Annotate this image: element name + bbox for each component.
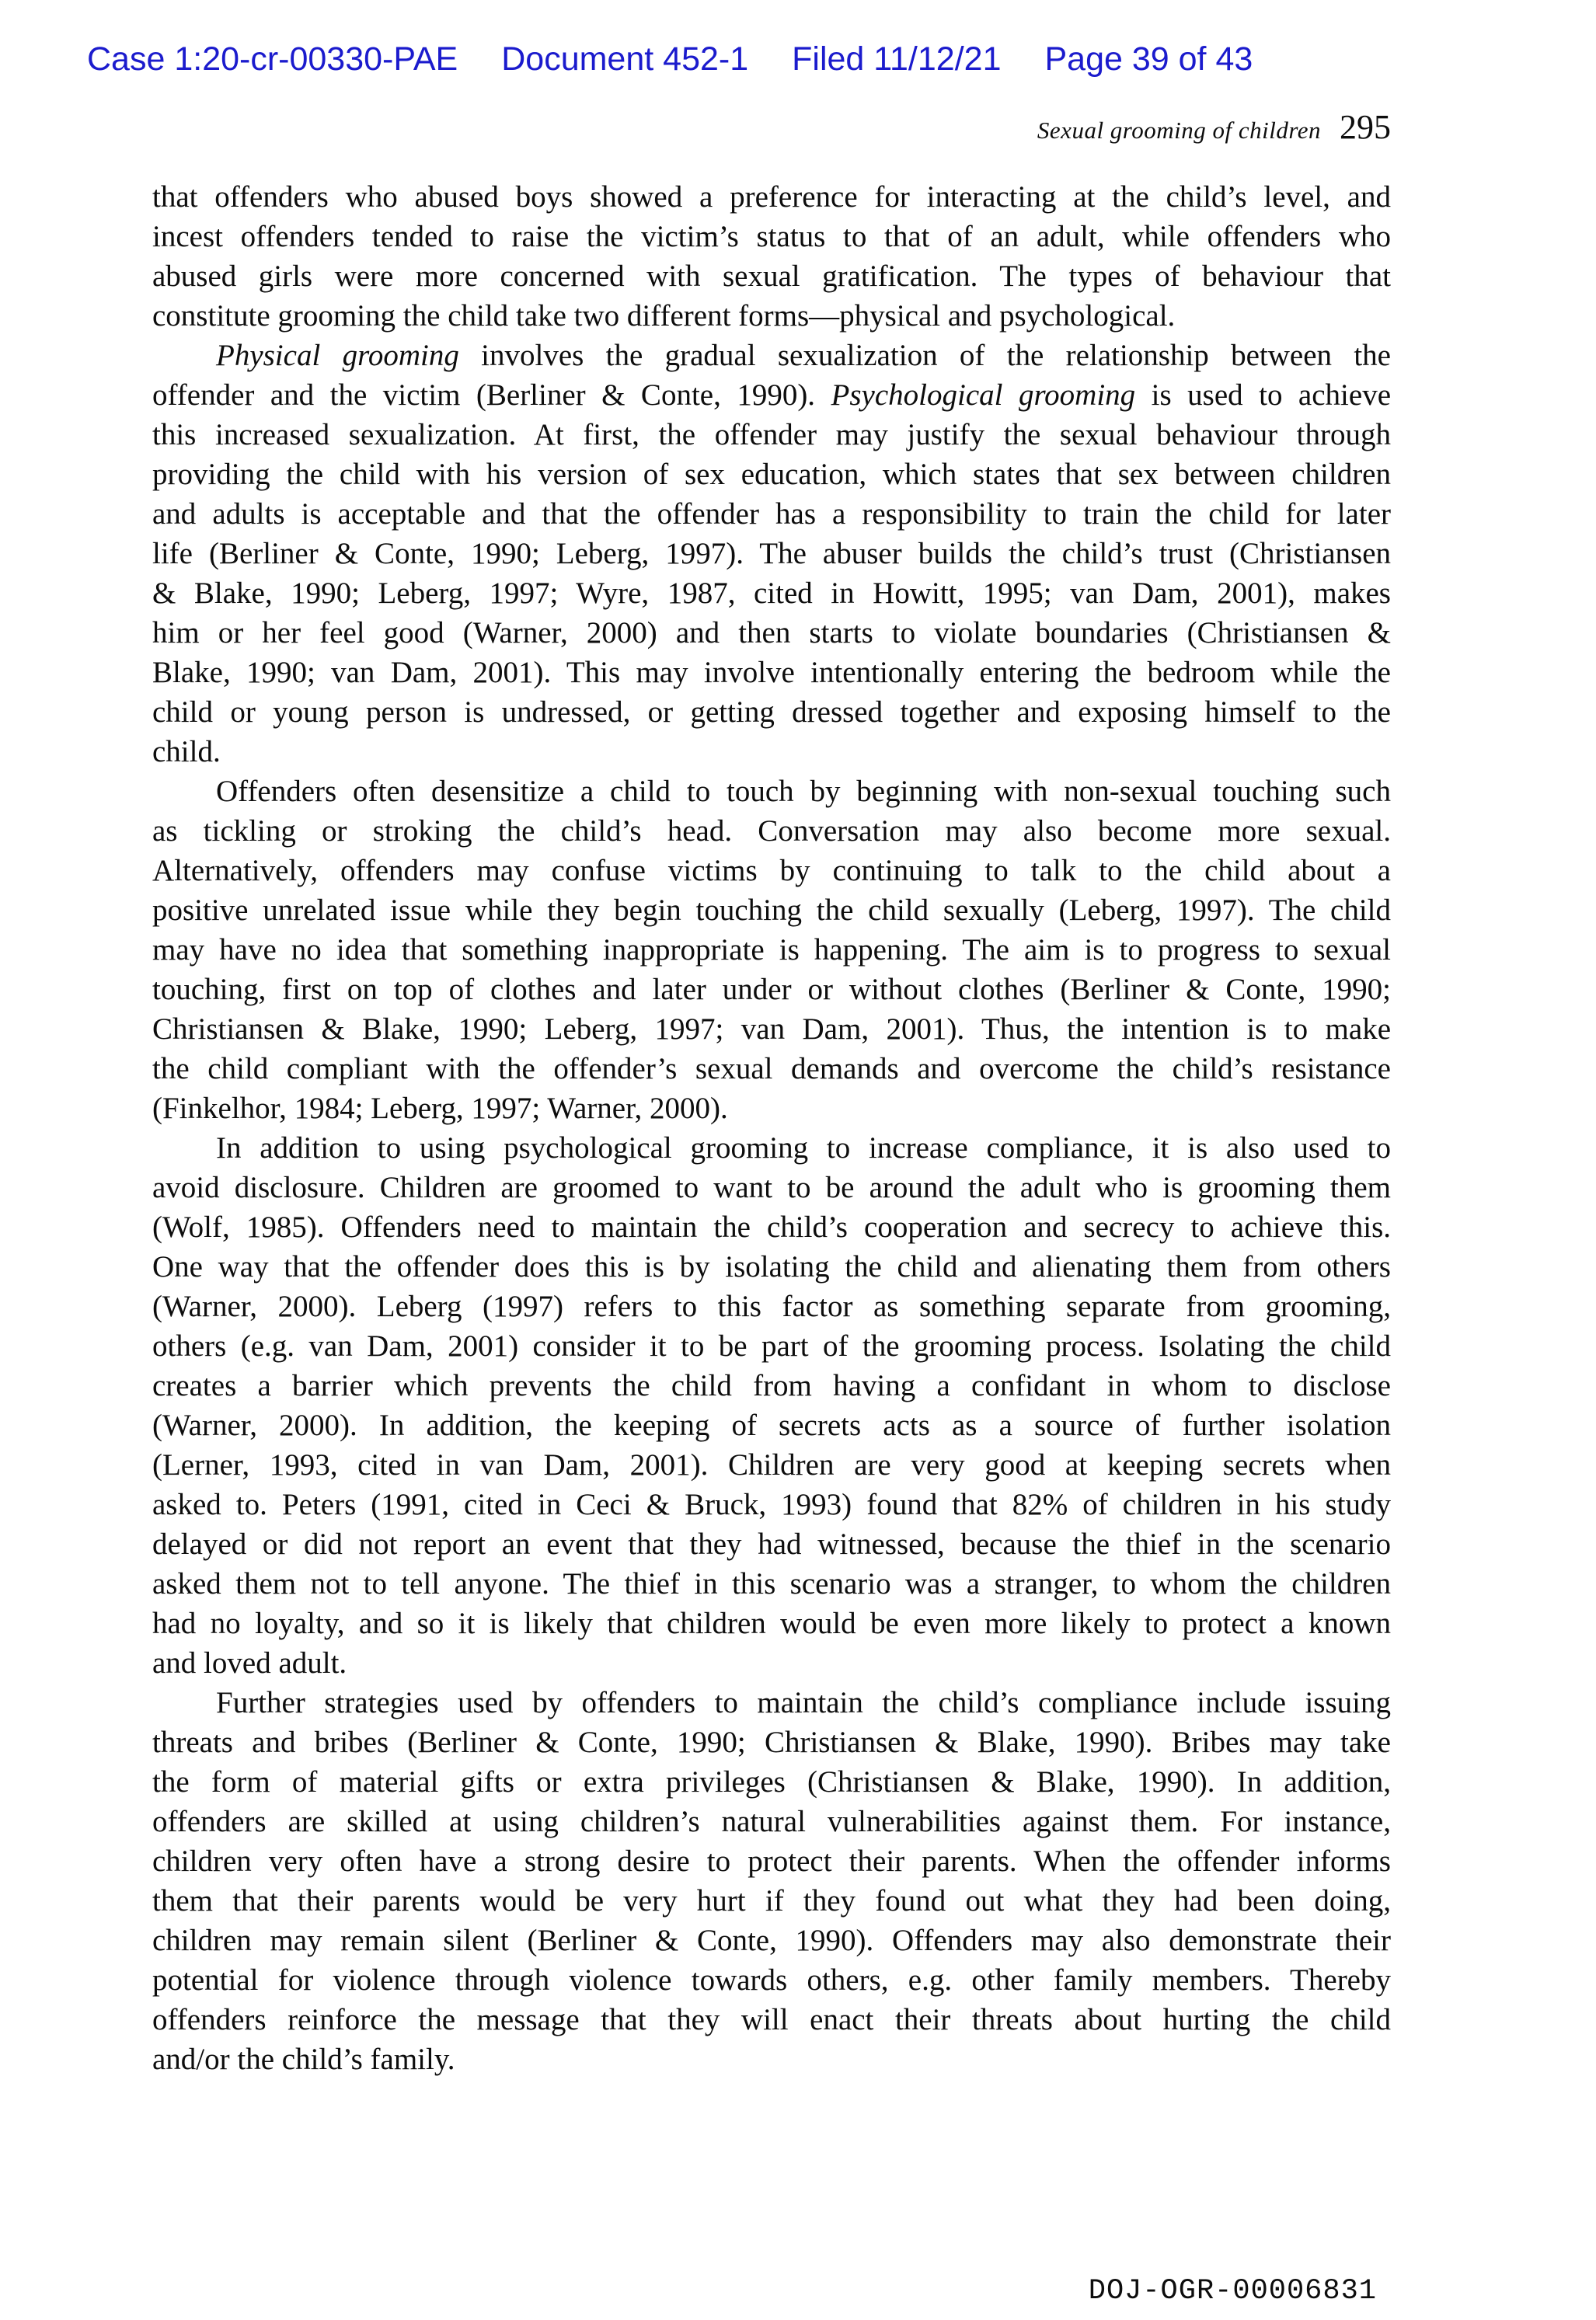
text-segment: and/or the child’s family. [152,2043,455,2076]
text-line [152,1168,1391,1207]
text-line [152,613,1391,653]
text-line [152,1009,1391,1049]
text-segment: offender and the victim (Berliner & Conte, 1990). [152,378,831,412]
text-line [152,930,1391,970]
text-line [152,1128,1391,1168]
text-segment: (Lerner, 1993, cited in van Dam, 2001). Children are very good at keeping secrets when [152,1448,1391,1482]
text-segment: them that their parents would be very hurt if they found out what they had been doing, [152,1884,1391,1918]
text-line [152,1247,1391,1287]
text-segment: positive unrelated issue while they begin touching the child sexually (Leberg, 1997). The child [152,894,1391,927]
text-line [152,1960,1391,2000]
text-segment: the child compliant with the offender’s sexual demands and overcome the child’s resistance [152,1052,1391,1085]
running-head [1037,107,1391,147]
text-segment: as tickling or stroking the child’s head. Conversation may also become more sexual. [152,814,1391,848]
journal-page-number: 295 [1340,108,1391,146]
text-line [152,375,1391,415]
text-line [152,177,1391,217]
text-line [152,1089,1391,1128]
text-segment: Christiansen & Blake, 1990; Leberg, 1997; van Dam, 2001). Thus, the intention is to make [152,1012,1391,1046]
text-line [152,851,1391,890]
text-segment: may have no idea that something inappropriate is happening. The aim is to progress to sexual [152,933,1391,967]
page-of-pages: Page 39 of 43 [1044,40,1253,78]
text-line [152,1841,1391,1881]
text-line [152,1564,1391,1604]
text-segment: touching, first on top of clothes and later under or without clothes (Berliner & Conte, 1990; [152,973,1391,1006]
text-line [152,692,1391,732]
text-segment: children may remain silent (Berliner & Conte, 1990). Offenders may also demonstrate their [152,1924,1391,1957]
text-line [152,336,1391,375]
paragraph [152,336,1391,772]
text-segment: asked to. Peters (1991, cited in Ceci & Bruck, 1993) found that 82% of children in his study [152,1488,1391,1521]
text-segment: Further strategies used by offenders to maintain the child’s compliance include issuing [216,1686,1391,1719]
text-segment: children very often have a strong desire to protect their parents. When the offender informs [152,1845,1391,1878]
text-segment: and loved adult. [152,1646,347,1680]
text-line [152,772,1391,811]
text-line [152,1287,1391,1326]
text-segment: constitute grooming the child take two different forms—physical and psychological. [152,299,1176,333]
text-segment: threats and bribes (Berliner & Conte, 1990; Christiansen & Blake, 1990). Bribes may take [152,1726,1391,1759]
text-segment: him or her feel good (Warner, 2000) and then starts to violate boundaries (Christiansen & [152,616,1391,650]
text-segment: (Wolf, 1985). Offenders need to maintain the child’s cooperation and secrecy to achieve this. [152,1211,1391,1244]
text-segment: offenders are skilled at using children’s natural vulnerabilities against them. For instance, [152,1805,1391,1838]
text-segment: involves the gradual sexualization of the relationship between the [458,339,1391,372]
text-segment: (Finkelhor, 1984; Leberg, 1997; Warner, 2000). [152,1092,728,1125]
text-line [152,217,1391,256]
text-segment: offenders reinforce the message that they will enact their threats about hurting the child [152,2003,1391,2036]
text-segment: & Blake, 1990; Leberg, 1997; Wyre, 1987, cited in Howitt, 1995; van Dam, 2001), makes [152,577,1391,610]
text-segment: Alternatively, offenders may confuse victims by continuing to talk to the child about a [152,854,1391,887]
paragraph [152,772,1391,1128]
text-segment: had no loyalty, and so it is likely that children would be even more likely to protect a known [152,1607,1391,1640]
text-line [152,1802,1391,1841]
text-line [152,970,1391,1009]
text-segment: avoid disclosure. Children are groomed to want to be around the adult who is grooming them [152,1171,1391,1204]
court-stamp-header [87,40,1253,78]
text-segment: (Warner, 2000). In addition, the keeping of secrets acts as a source of further isolation [152,1409,1391,1442]
text-line [152,1485,1391,1524]
text-line [152,890,1391,930]
text-line [152,1445,1391,1485]
text-segment: potential for violence through violence towards others, e.g. other family members. Thereby [152,1963,1391,1997]
paragraph [152,1128,1391,1683]
text-line [152,1604,1391,1643]
text-segment: providing the child with his version of sex education, which states that sex between children [152,458,1391,491]
document-number: Document 452-1 [501,40,749,78]
text-line [152,1881,1391,1921]
text-line [152,1326,1391,1366]
bates-number: DOJ-OGR-00006831 [1088,2275,1377,2308]
text-segment: is used to achieve [1135,378,1391,412]
text-segment: that offenders who abused boys showed a preference for interacting at the child’s level, and [152,180,1391,214]
text-segment: and adults is acceptable and that the offender has a responsibility to train the child for later [152,497,1391,531]
text-segment: In addition to using psychological grooming to increase compliance, it is also used to [216,1131,1391,1165]
text-segment: abused girls were more concerned with sexual gratification. The types of behaviour that [152,260,1391,293]
case-number: Case 1:20-cr-00330-PAE [87,40,458,78]
text-segment: delayed or did not report an event that they had witnessed, because the thief in the scenario [152,1528,1391,1561]
text-segment: child. [152,735,221,768]
text-line [152,1683,1391,1723]
text-line [152,1049,1391,1089]
text-line [152,415,1391,455]
text-segment: creates a barrier which prevents the child from having a confidant in whom to disclose [152,1369,1391,1402]
paragraph [152,1683,1391,2079]
italic-text-segment: Psychological grooming [831,378,1136,412]
text-segment: the form of material gifts or extra privileges (Christiansen & Blake, 1990). In addition, [152,1765,1391,1799]
text-line [152,1524,1391,1564]
text-line [152,1723,1391,1762]
text-segment: One way that the offender does this is by isolating the child and alienating them from others [152,1250,1391,1284]
text-line [152,2000,1391,2040]
text-line [152,573,1391,613]
text-line [152,455,1391,494]
paragraph [152,177,1391,336]
filed-date: Filed 11/12/21 [792,40,1002,78]
text-line [152,1921,1391,1960]
text-segment: this increased sexualization. At first, the offender may justify the sexual behaviour through [152,418,1391,451]
text-segment: Offenders often desensitize a child to touch by beginning with non-sexual touching such [216,775,1391,808]
text-line [152,1366,1391,1406]
text-line [152,1207,1391,1247]
text-line [152,811,1391,851]
text-line [152,1406,1391,1445]
text-segment: Blake, 1990; van Dam, 2001). This may involve intentionally entering the bedroom while the [152,656,1391,689]
italic-text-segment: Physical grooming [216,339,459,372]
text-line [152,732,1391,772]
text-segment: asked them not to tell anyone. The thief in this scenario was a stranger, to whom the children [152,1567,1391,1601]
text-line [152,2040,1391,2079]
text-segment: (Warner, 2000). Leberg (1997) refers to this factor as something separate from grooming, [152,1290,1391,1323]
text-line [152,494,1391,534]
text-line [152,1643,1391,1683]
text-line [152,256,1391,296]
text-segment: others (e.g. van Dam, 2001) consider it to be part of the grooming process. Isolating the child [152,1329,1391,1363]
text-segment: incest offenders tended to raise the victim’s status to that of an adult, while offenders who [152,220,1391,253]
body-text [152,177,1391,2079]
text-line [152,534,1391,573]
text-line [152,653,1391,692]
text-line [152,1762,1391,1802]
text-segment: life (Berliner & Conte, 1990; Leberg, 1997). The abuser builds the child’s trust (Christiansen [152,537,1391,570]
text-line [152,296,1391,336]
text-segment: child or young person is undressed, or getting dressed together and exposing himself to the [152,695,1391,729]
running-head-title: Sexual grooming of children [1037,117,1321,144]
